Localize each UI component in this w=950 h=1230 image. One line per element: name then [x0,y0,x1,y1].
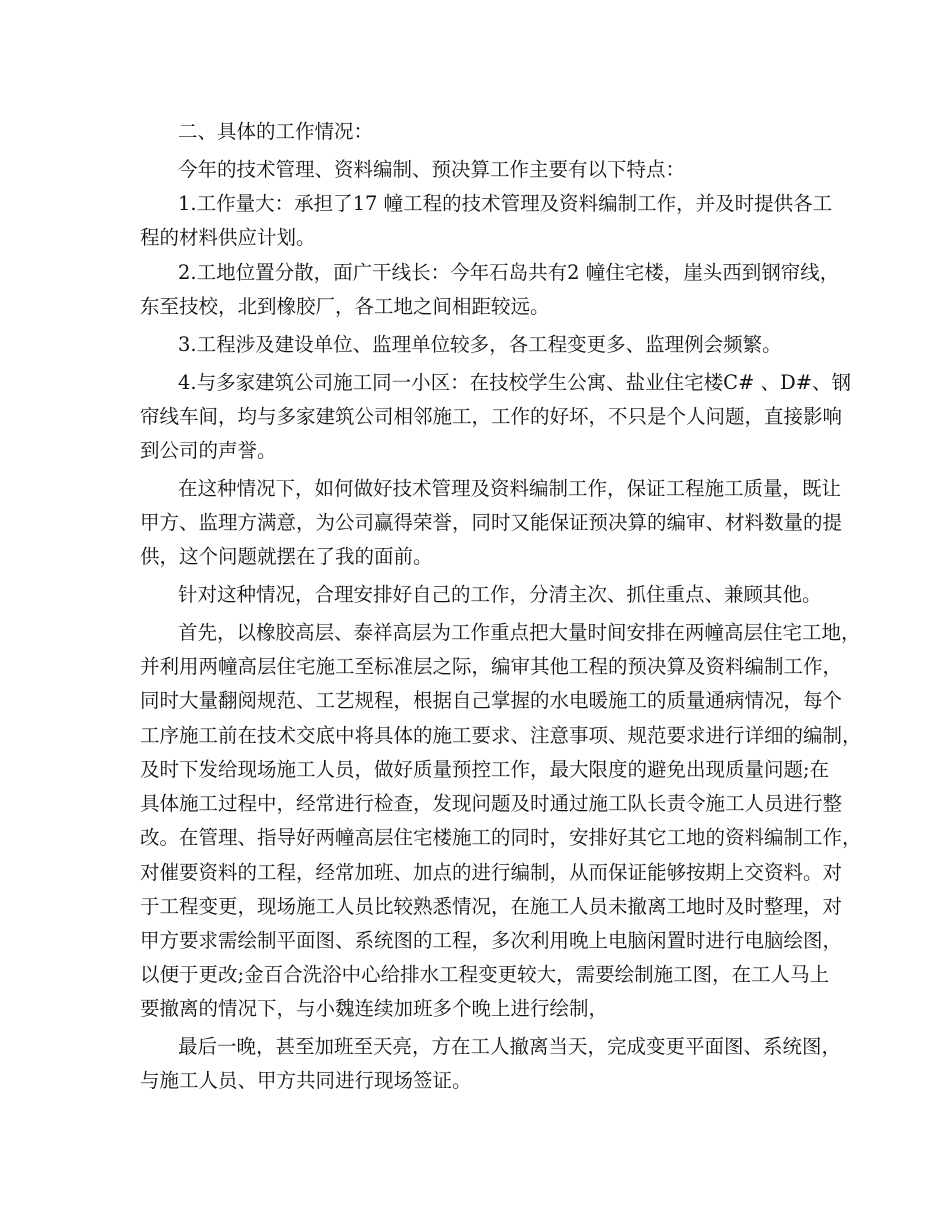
text-line: 3.工程涉及建设单位、监理单位较多，各工程变更多、监理例会频繁。 [178,333,782,356]
text-line: 针对这种情况，合理安排好自己的工作，分清主次、抓住重点、兼顾其他。 [178,583,822,606]
text-line: 对催要资料的工程，经常加班、加点的进行编制，从而保证能够按期上交资料。对 [140,861,843,884]
text-line: 供，这个问题就摆在了我的面前。 [140,545,433,568]
text-line: 在这种情况下，如何做好技术管理及资料编制工作，保证工程施工质量，既让 [178,477,842,500]
text-line: 并利用两幢高层住宅施工至标准层之际，编审其他工程的预决算及资料编制工作， [140,655,843,678]
section-heading: 二、具体的工作情况： [178,120,374,143]
text-line: 最后一晚，甚至加班至天亮，方在工人撤离当天，完成变更平面图、系统图， [178,1035,842,1058]
text-line: 于工程变更，现场施工人员比较熟悉情况，在施工人员未撤离工地时及时整理，对 [140,895,843,918]
text-line: 要撤离的情况下，与小魏连续加班多个晚上进行绘制， [140,997,609,1020]
text-line: 到公司的声誉。 [140,439,277,462]
text-line: 东至技校，北到橡胶厂，各工地之间相距较远。 [140,295,550,318]
text-line: 甲方、监理方满意，为公司赢得荣誉，同时又能保证预决算的编审、材料数量的提 [140,511,843,534]
text-line: 甲方要求需绘制平面图、系统图的工程，多次利用晚上电脑闲置时进行电脑绘图， [140,929,843,952]
text-line: 今年的技术管理、资料编制、预决算工作主要有以下特点： [178,158,686,181]
text-line: 工序施工前在技术交底中将具体的施工要求、注意事项、规范要求进行详细的编制， [140,724,862,747]
text-line: 帘线车间，均与多家建筑公司相邻施工，工作的好坏，不只是个人问题，直接影响 [140,405,843,428]
text-line: 2.工地位置分散，面广干线长：今年石岛共有2 幢住宅楼，崖头西到钢帘线， [178,261,840,284]
text-line: 与施工人员、甲方共同进行现场签证。 [140,1069,472,1092]
text-line: 程的材料供应计划。 [140,226,316,249]
text-line: 首先，以橡胶高层、泰祥高层为工作重点把大量时间安排在两幢高层住宅工地， [178,621,861,644]
text-line: 同时大量翻阅规范、工艺规程，根据自己掌握的水电暖施工的质量通病情况，每个 [140,689,843,712]
text-line: 4.与多家建筑公司施工同一小区：在技校学生公寓、盐业住宅楼C# 、D#、钢 [178,371,852,394]
text-line: 1.工作量大：承担了17 幢工程的技术管理及资料编制工作，并及时提供各工 [178,192,833,215]
text-line: 改。在管理、指导好两幢高层住宅楼施工的同时，安排好其它工地的资料编制工作， [140,826,862,849]
text-line: 具体施工过程中，经常进行检查，发现问题及时通过施工队长责令施工人员进行整 [140,792,843,815]
text-line: 以便于更改;金百合洗浴中心给排水工程变更较大，需要绘制施工图，在工人马上 [140,963,830,986]
text-line: 及时下发给现场施工人员，做好质量预控工作，最大限度的避免出现质量问题;在 [140,758,830,781]
